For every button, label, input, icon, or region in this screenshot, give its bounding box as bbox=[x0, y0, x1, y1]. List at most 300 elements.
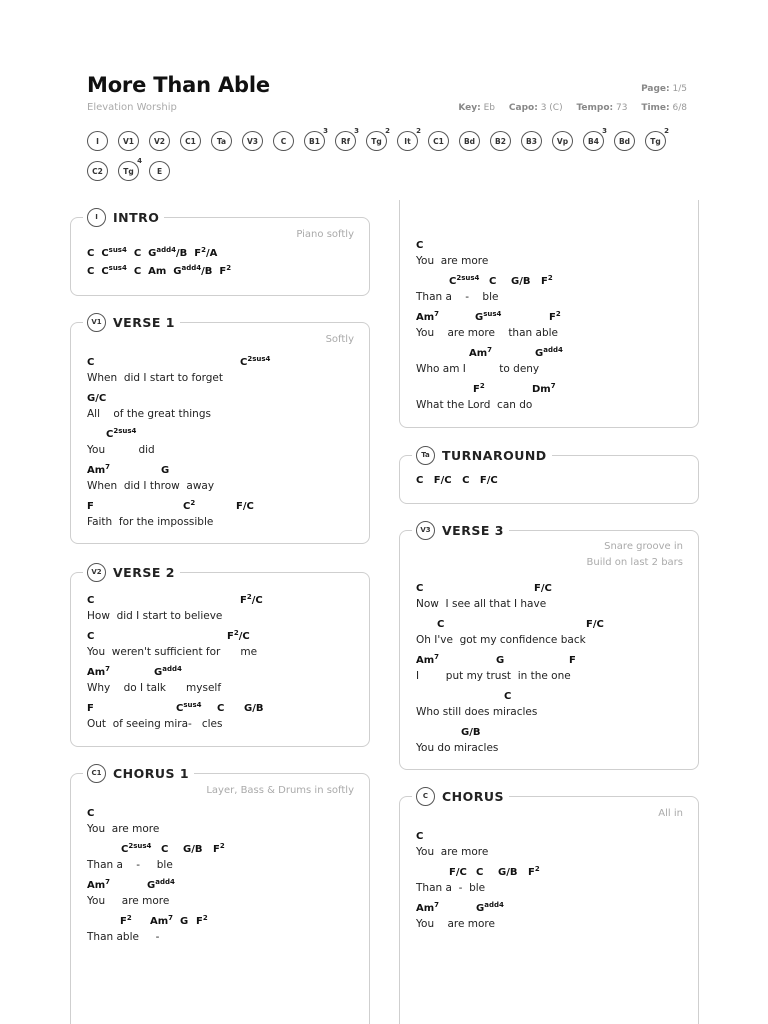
chord-row bbox=[416, 240, 706, 254]
roadmap-pill bbox=[428, 131, 449, 151]
chord: Am$^7$ bbox=[87, 878, 111, 891]
section-title: INTRO bbox=[113, 209, 160, 225]
chord: /B bbox=[175, 248, 188, 259]
section-badge: Ta bbox=[416, 446, 435, 465]
lyric-line bbox=[416, 867, 706, 895]
chord-ext: 2sus4 bbox=[128, 842, 152, 850]
chord-row bbox=[87, 844, 377, 858]
section-note: Softly bbox=[325, 334, 354, 345]
chord-row bbox=[416, 867, 706, 881]
section-note: Layer, Bass & Drums in softly bbox=[206, 785, 354, 796]
key-meta bbox=[458, 103, 495, 113]
chord-ext: 7 bbox=[487, 346, 493, 354]
chord-row bbox=[416, 831, 706, 845]
chord-ext: add4 bbox=[156, 246, 176, 254]
chord: C bbox=[87, 808, 95, 819]
lyric-text: When did I start to forget bbox=[87, 372, 224, 384]
section-title: CHORUS bbox=[442, 788, 505, 804]
tempo-label: Tempo: bbox=[576, 103, 614, 113]
pill-label: Bd bbox=[618, 136, 631, 146]
chord: $C^{2sus4}$ bbox=[106, 427, 137, 440]
song-title: More Than Able bbox=[87, 73, 270, 97]
chord: C bbox=[217, 703, 225, 714]
lyric-line bbox=[416, 903, 706, 931]
pill-label: Tg bbox=[650, 136, 661, 146]
lyric-text: Oh I've got my confidence back bbox=[416, 634, 586, 646]
pill-label: B2 bbox=[495, 136, 506, 146]
roadmap-pill bbox=[211, 131, 232, 151]
section-title: CHORUS 1 bbox=[113, 765, 190, 781]
chord-ext: add4 bbox=[543, 346, 563, 354]
lyric-line bbox=[87, 357, 377, 385]
tempo-value: 73 bbox=[616, 103, 628, 113]
chord-row bbox=[416, 903, 706, 917]
lyric-text: Now I see all that I have bbox=[416, 598, 547, 610]
chord: C bbox=[87, 357, 95, 368]
chord-ext: 7 bbox=[434, 310, 440, 318]
chord: G/B bbox=[183, 844, 203, 855]
chord: $F^2$ bbox=[528, 865, 540, 878]
chord: $G^{add4}$ bbox=[535, 346, 563, 359]
lyric-line bbox=[416, 619, 706, 647]
lyric-line bbox=[87, 703, 377, 731]
chord-ext: 2 bbox=[202, 914, 208, 922]
section-badge: C1 bbox=[87, 764, 106, 783]
pill-label: Tg bbox=[123, 166, 134, 176]
pill-label: B1 bbox=[309, 136, 320, 146]
lyric-text: I put my trust in the one bbox=[416, 670, 571, 682]
roadmap-pill bbox=[149, 131, 170, 151]
chord-ext: 7 bbox=[434, 653, 440, 661]
chord: $C^{2sus4}$ bbox=[240, 355, 271, 368]
section-header bbox=[412, 519, 509, 541]
lyric-text: What the Lord can do bbox=[416, 399, 533, 411]
roadmap-pill bbox=[149, 161, 170, 181]
chord: Am$^7$ bbox=[87, 665, 111, 678]
roadmap-pill bbox=[614, 131, 635, 151]
chord-ext: sus4 bbox=[108, 246, 127, 254]
time-label: Time: bbox=[641, 103, 670, 113]
section-header bbox=[83, 561, 180, 583]
chord-ext: add4 bbox=[162, 665, 182, 673]
chord-row bbox=[416, 312, 706, 326]
lyric-text: When did I throw away bbox=[87, 480, 215, 492]
lyric-line bbox=[416, 583, 706, 611]
pill-label: Tg bbox=[371, 136, 382, 146]
section-header bbox=[412, 444, 552, 466]
chord: G bbox=[173, 266, 182, 277]
section-verse-1 bbox=[70, 314, 370, 544]
lyric-line bbox=[87, 429, 377, 457]
chord: $F^2/C$ bbox=[227, 629, 250, 642]
chord: C bbox=[87, 595, 95, 606]
lyric-line bbox=[416, 276, 706, 304]
chord-row bbox=[87, 465, 377, 479]
chord-row bbox=[416, 691, 706, 705]
lyric-text: You weren't sufficient for me bbox=[87, 646, 258, 658]
chord: $G^{add4}$ bbox=[147, 878, 175, 891]
pill-label: V1 bbox=[122, 136, 135, 146]
pill-label: Ta bbox=[216, 136, 227, 146]
pill-label: V2 bbox=[153, 136, 166, 146]
chord: C bbox=[101, 266, 109, 277]
chord-row bbox=[87, 501, 377, 515]
chord: $G^{add4}$ bbox=[154, 665, 182, 678]
chord-row bbox=[416, 348, 706, 362]
pill-label: C1 bbox=[185, 136, 196, 146]
chord: F bbox=[87, 703, 94, 714]
chord: Am$^7$ bbox=[150, 914, 174, 927]
section-badge: C bbox=[416, 787, 435, 806]
chord: G bbox=[496, 655, 505, 666]
roadmap-pill bbox=[87, 131, 108, 151]
section-badge: V3 bbox=[416, 521, 435, 540]
lyric-text: Faith for the impossible bbox=[87, 516, 214, 528]
pill-repeat-count: 3 bbox=[323, 127, 328, 135]
chord: C bbox=[416, 831, 424, 842]
roadmap-pill bbox=[552, 131, 573, 151]
chord: F bbox=[87, 501, 94, 512]
chord-ext: 2 bbox=[226, 264, 232, 272]
chord: F bbox=[219, 266, 227, 277]
chord-row bbox=[416, 619, 706, 633]
chord: Am bbox=[148, 266, 167, 277]
chord-ext: 2 bbox=[555, 310, 561, 318]
chord: $C^{2sus4}$ bbox=[121, 842, 152, 855]
pill-label: B3 bbox=[526, 136, 537, 146]
chord-ext: 2sus4 bbox=[113, 427, 137, 435]
chord: $F^2$ bbox=[213, 842, 225, 855]
chord-row bbox=[416, 583, 706, 597]
lyric-line bbox=[87, 465, 377, 493]
lyric-text: You do miracles bbox=[416, 742, 499, 754]
roadmap-pill bbox=[521, 131, 542, 151]
chord: $F^2$ bbox=[196, 914, 208, 927]
lyric-text: All of the great things bbox=[87, 408, 211, 420]
chord: C bbox=[437, 619, 445, 630]
note-line: Build on last 2 bars bbox=[586, 557, 683, 568]
chord-ext: 2 bbox=[547, 274, 553, 282]
lyric-line bbox=[416, 240, 706, 268]
chord: G bbox=[180, 916, 189, 927]
page-indicator bbox=[641, 84, 687, 94]
chord-row bbox=[416, 727, 706, 741]
chord-ext: 7 bbox=[550, 382, 556, 390]
lyric-text: Than a - ble bbox=[416, 882, 486, 894]
roadmap-pill bbox=[366, 127, 390, 151]
pill-repeat-count: 4 bbox=[137, 157, 142, 165]
chord: G/B bbox=[511, 276, 531, 287]
chord-ext: 7 bbox=[434, 901, 440, 909]
chord: C bbox=[462, 475, 470, 486]
chord: Dm$^7$ bbox=[532, 382, 556, 395]
section-verse-2 bbox=[70, 564, 370, 747]
roadmap-pill bbox=[273, 131, 294, 151]
page-label: Page: bbox=[641, 84, 670, 94]
tempo-meta bbox=[576, 103, 627, 113]
chord: F bbox=[194, 248, 202, 259]
pill-repeat-count: 2 bbox=[664, 127, 669, 135]
pill-label: C2 bbox=[92, 166, 103, 176]
chord: Am$^7$ bbox=[416, 310, 440, 323]
section-intro bbox=[70, 209, 370, 296]
lyric-line bbox=[87, 808, 377, 836]
lyric-line bbox=[416, 312, 706, 340]
section-verse-3 bbox=[399, 522, 699, 770]
chord: C bbox=[87, 266, 95, 277]
pill-label: Vp bbox=[556, 136, 569, 146]
chord-row bbox=[87, 393, 377, 407]
chord: Am$^7$ bbox=[87, 463, 111, 476]
lyric-text: Than a - ble bbox=[87, 859, 173, 871]
roadmap-row bbox=[87, 127, 687, 151]
lyric-text: You are more bbox=[87, 823, 160, 835]
section-chorus-1-continued bbox=[399, 200, 699, 428]
chord: /B bbox=[201, 266, 213, 277]
chord-ext: 2 bbox=[246, 593, 252, 601]
chord-ext: sus4 bbox=[108, 264, 127, 272]
lyric-text: You are more bbox=[416, 846, 489, 858]
roadmap-pill bbox=[180, 131, 201, 151]
pill-label: I bbox=[96, 136, 99, 146]
chord: C bbox=[416, 475, 424, 486]
pill-label: C bbox=[280, 136, 287, 146]
section-badge: V2 bbox=[87, 563, 106, 582]
pill-label: C1 bbox=[433, 136, 444, 146]
chord: C bbox=[416, 240, 424, 251]
chord: F/C bbox=[449, 867, 467, 878]
section-title: VERSE 3 bbox=[442, 522, 504, 538]
section-header bbox=[83, 762, 194, 784]
chord: $F^2$ bbox=[473, 382, 485, 395]
song-artist: Elevation Worship bbox=[87, 102, 177, 113]
chord-row bbox=[87, 880, 377, 894]
roadmap-pill bbox=[335, 127, 359, 151]
roadmap-pill bbox=[459, 131, 480, 151]
chord: C bbox=[133, 248, 142, 259]
pill-repeat-count: 3 bbox=[602, 127, 607, 135]
section-header bbox=[412, 785, 509, 807]
lyric-line bbox=[416, 384, 706, 412]
lyric-text: Why do I talk myself bbox=[87, 682, 222, 694]
chord-row bbox=[87, 808, 377, 822]
chord-ext: add4 bbox=[484, 901, 504, 909]
chord: C bbox=[133, 266, 142, 277]
chord-row bbox=[416, 276, 706, 290]
lyric-text: You did bbox=[87, 444, 155, 456]
chord: G bbox=[148, 248, 157, 259]
lyric-text: You are more bbox=[87, 895, 170, 907]
chord: F/C bbox=[534, 583, 552, 594]
chord: G/B bbox=[244, 703, 264, 714]
chord: /A bbox=[205, 248, 218, 259]
lyric-line bbox=[416, 831, 706, 859]
roadmap-row bbox=[87, 157, 687, 181]
section-header bbox=[83, 311, 180, 333]
pill-label: Bd bbox=[463, 136, 476, 146]
key-label: Key: bbox=[458, 103, 481, 113]
chord: C bbox=[504, 691, 512, 702]
lyric-line bbox=[87, 880, 377, 908]
chord: G/B bbox=[461, 727, 481, 738]
lyric-line bbox=[87, 667, 377, 695]
page-value: 1/5 bbox=[672, 84, 687, 94]
chord: C bbox=[489, 276, 497, 287]
section-badge: V1 bbox=[87, 313, 106, 332]
lyric-text: Than a - ble bbox=[416, 291, 499, 303]
chord: F/C bbox=[433, 475, 452, 486]
pill-repeat-count: 2 bbox=[416, 127, 421, 135]
section-title: VERSE 1 bbox=[113, 314, 175, 330]
pill-repeat-count: 2 bbox=[385, 127, 390, 135]
chord-ext: 2 bbox=[126, 914, 132, 922]
capo-value: 3 (C) bbox=[540, 103, 563, 113]
section-badge: I bbox=[87, 208, 106, 227]
section-note: All in bbox=[658, 808, 683, 819]
chord-sequence bbox=[87, 266, 231, 277]
lyric-text: Who am I to deny bbox=[416, 363, 540, 375]
key-value: Eb bbox=[483, 103, 496, 113]
lyric-text: Who still does miracles bbox=[416, 706, 538, 718]
lyric-text: Out of seeing mira- cles bbox=[87, 718, 223, 730]
chord: F/C bbox=[586, 619, 604, 630]
pill-label: B4 bbox=[588, 136, 599, 146]
chord: G bbox=[161, 465, 170, 476]
chord-ext: 2sus4 bbox=[247, 355, 271, 363]
chord-row bbox=[416, 384, 706, 398]
roadmap-pill bbox=[242, 131, 263, 151]
chord: $C^2$ bbox=[183, 499, 196, 512]
chord: C bbox=[161, 844, 169, 855]
chord: G/B bbox=[498, 867, 518, 878]
pill-label: V3 bbox=[246, 136, 259, 146]
chord-row bbox=[87, 631, 377, 645]
chord-ext: add4 bbox=[155, 878, 175, 886]
lyric-line bbox=[87, 916, 377, 944]
lyric-line bbox=[87, 393, 377, 421]
lyric-text: You are more bbox=[416, 255, 489, 267]
chord: Am$^7$ bbox=[416, 653, 440, 666]
time-meta bbox=[641, 103, 687, 113]
pill-label: It bbox=[404, 136, 411, 146]
chord: $G^{sus4}$ bbox=[475, 310, 502, 323]
lyric-line bbox=[416, 655, 706, 683]
lyric-line bbox=[87, 501, 377, 529]
song-meta bbox=[447, 103, 687, 113]
chord: $C^{2sus4}$ bbox=[449, 274, 480, 287]
chord: $F^2$ bbox=[120, 914, 132, 927]
roadmap-pill bbox=[304, 127, 328, 151]
lyric-line bbox=[87, 844, 377, 872]
roadmap-pill bbox=[397, 127, 421, 151]
chord: $G^{add4}$ bbox=[476, 901, 504, 914]
chord: $F^2$ bbox=[549, 310, 561, 323]
chord: C bbox=[101, 248, 109, 259]
chord-ext: 7 bbox=[105, 463, 111, 471]
chord-ext: 7 bbox=[105, 878, 111, 886]
roadmap-pill bbox=[118, 157, 142, 181]
chord-ext: sus4 bbox=[483, 310, 502, 318]
chord-ext: sus4 bbox=[183, 701, 202, 709]
roadmap-pill bbox=[87, 161, 108, 181]
roadmap-pill bbox=[490, 131, 511, 151]
chord-ext: 7 bbox=[168, 914, 174, 922]
chord-ext: 2 bbox=[479, 382, 485, 390]
section-turnaround bbox=[399, 447, 699, 504]
pill-label: E bbox=[156, 166, 163, 176]
section-note: Piano softly bbox=[296, 229, 354, 240]
note-line: Snare groove in bbox=[604, 541, 683, 552]
chord: C bbox=[416, 583, 424, 594]
chord-ext: 2 bbox=[219, 842, 225, 850]
chord: $F^2$ bbox=[541, 274, 553, 287]
chord: C bbox=[476, 867, 484, 878]
lyric-text: You are more bbox=[416, 918, 495, 930]
chord-ext: 2 bbox=[233, 629, 239, 637]
roadmap-pill bbox=[118, 131, 139, 151]
section-chorus-1 bbox=[70, 765, 370, 1024]
chord-ext: 2 bbox=[534, 865, 540, 873]
roadmap-pill bbox=[645, 127, 669, 151]
chord-row bbox=[87, 916, 377, 930]
chord: $F^2/C$ bbox=[240, 593, 263, 606]
chord: C bbox=[87, 248, 95, 259]
lyric-line bbox=[87, 595, 377, 623]
chord-sequence bbox=[416, 475, 498, 486]
chord: F/C bbox=[236, 501, 254, 512]
chord: Am$^7$ bbox=[469, 346, 493, 359]
chord-row bbox=[87, 595, 377, 609]
section-title: VERSE 2 bbox=[113, 564, 175, 580]
section-title: TURNAROUND bbox=[442, 447, 547, 463]
pill-repeat-count: 3 bbox=[354, 127, 359, 135]
lyric-line bbox=[416, 348, 706, 376]
chord-row bbox=[87, 667, 377, 681]
chord: G/C bbox=[87, 393, 107, 404]
time-value: 6/8 bbox=[672, 103, 687, 113]
chord-ext: 2 bbox=[201, 246, 206, 254]
chord-sequence bbox=[87, 248, 217, 259]
capo-meta bbox=[509, 103, 563, 113]
chord: F/C bbox=[479, 475, 498, 486]
lyric-text: You are more than able bbox=[416, 327, 558, 339]
chord: C bbox=[87, 631, 95, 642]
roadmap-pill bbox=[583, 127, 607, 151]
chord: Am$^7$ bbox=[416, 901, 440, 914]
pill-label: Rf bbox=[340, 136, 351, 146]
capo-label: Capo: bbox=[508, 103, 538, 113]
chord-ext: 2sus4 bbox=[456, 274, 480, 282]
section-chorus bbox=[399, 788, 699, 1024]
song-roadmap bbox=[87, 127, 687, 191]
section-header bbox=[83, 206, 164, 228]
lyric-text: Than able - bbox=[87, 931, 160, 943]
chord: $C^{sus4}$ bbox=[176, 701, 202, 714]
chord-row bbox=[87, 357, 377, 371]
chord-ext: 2 bbox=[190, 499, 196, 507]
chord-ext: 7 bbox=[105, 665, 111, 673]
lyric-line bbox=[416, 727, 706, 755]
chord-row bbox=[87, 429, 377, 443]
chord-row bbox=[416, 655, 706, 669]
lyric-line bbox=[416, 691, 706, 719]
lyric-line bbox=[87, 631, 377, 659]
lyric-text: How did I start to believe bbox=[87, 610, 223, 622]
chord: F bbox=[569, 655, 576, 666]
chord-ext: add4 bbox=[181, 264, 202, 272]
chord-row bbox=[87, 703, 377, 717]
section-note bbox=[587, 539, 683, 571]
